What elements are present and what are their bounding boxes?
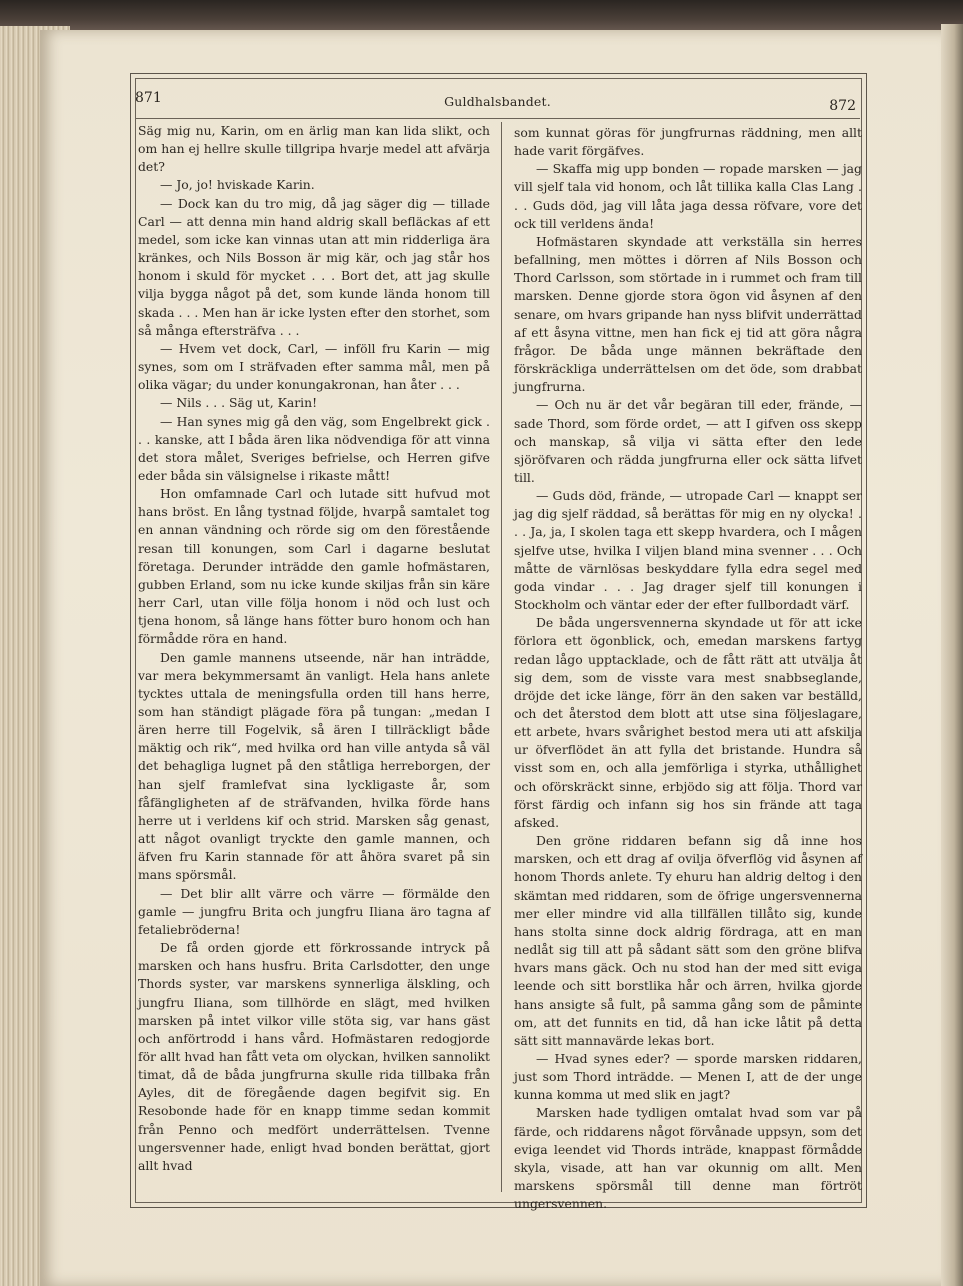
paragraph: — Nils . . . Säg ut, Karin! <box>160 395 318 411</box>
paragraph: — Hvad synes eder? — sporde marsken riddaren, just som Thord inträdde. — Menen I, att de der unge kunna komma ut med slik en jagt? <box>514 1050 862 1103</box>
paragraph: Marsken hade tydligen omtalat hvad som var på färde, och riddarens något förvånade uppsyn, som det eviga leendet vid Thords inträde, knappast förmådde skyla, visade, att han var okunnig om allt. Men marskens spörsmål till denne man förtröt ungersvennen. <box>514 1105 862 1212</box>
page-number-left: 871 <box>135 90 162 106</box>
paragraph: Hofmästaren skyndade att verkställa sin herres befallning, men möttes i dörren af Nils Bosson och Thord Carlsson, som störtade in i rummet och fram till marsken. Denne gjorde stora ögon vid åsynen af den senare, om hvars gripande han nyss blifvit underrättad af ett åsyna vittne, men han fick ej tid att göra några frågor. De båda unge männen bekräftade den förskräckliga underrättelsen om det öde, som drabbat jungfrurna. <box>514 233 862 395</box>
paragraph: — Och nu är det vår begäran till eder, frände, — sade Thord, som förde ordet, — att I gifven oss skepp och manskap, så vilja vi sätta efter den lede sjöröfvaren och rädda jungfrurna eller ock sätta lifvet till. <box>514 397 862 485</box>
paragraph: — Dock kan du tro mig, då jag säger dig — tillade Carl — att denna min hand aldrig skall befläckas af ett medel, som icke kan vinnas utan att min ridderliga ära kränkes, och Nils Bosson är mig kär, och jag står hos honom i skuld för mycket . . . Bort det, att jag skulle vilja bygga något på det, som kunde lända honom till skada . . . Men han är icke lysten efter den storhet, som så många eftersträfva . . . <box>138 195 490 338</box>
paragraph: — Guds död, frände, — utropade Carl — knappt ser jag dig sjelf räddad, så berättas för mig en ny olycka! . . . Ja, ja, I skolen taga ett skepp hvardera, och I mågen sjelfve utse, hvilka I viljen bland mina svenner . . . Och måtte de värnlösas beskyddare fylla edra segel med goda vindar . . . Jag drager sjelf till konungen i Stockholm och väntar eder der efter fullbordadt värf. <box>514 488 862 613</box>
page-right-edge <box>941 24 963 1286</box>
running-title: Guldhalsbandet. <box>444 94 551 109</box>
column-divider <box>501 122 502 1192</box>
paragraph: Säg mig nu, Karin, om en ärlig man kan lida slikt, och om han ej hellre skulle tillgripa hvarje medel att afvärja det? <box>138 123 490 175</box>
paragraph: — Hvem vet dock, Carl, — inföll fru Karin — mig synes, som om I sträfvaden efter samma mål, men på olika vägar; du under konungakronan, han åter . . . <box>138 340 490 393</box>
paragraph: — Det blir allt värre och värre — förmälde den gamle — jungfru Brita och jungfru Iliana äro tagna af fetaliebröderna! <box>138 885 490 937</box>
paragraph: som kunnat göras för jungfrurnas räddning, men allt hade varit förgäfves. <box>514 125 862 159</box>
text-column-right <box>514 124 862 1213</box>
page-number-right: 872 <box>829 98 856 114</box>
paragraph: De få orden gjorde ett förkrossande intryck på marsken och hans husfru. Brita Carlsdotter, den unge Thords syster, var marskens synnerliga älskling, och jungfru Iliana, som tillhörde en slägt, med hvilken marsken på intet vilkor ville stöta sig, var hans gäst och anförtrodd i hans vård. Hofmästaren redogjorde för allt hvad han fått veta om olyckan, hvilken sannolikt timat, då de båda jungfrurna skulle rida tillbaka från Ayles, dit de föregående dagen begifvit sig. En Resobonde hade för en knapp timme sedan kommit från Penno och medfört underrättelsen. Tvenne ungersvenner hade, enligt hvad bonden berättat, gjort allt hvad <box>138 940 490 1173</box>
paragraph: Hon omfamnade Carl och lutade sitt hufvud mot hans bröst. En lång tystnad följde, hvarpå samtalet tog en annan vändning och rörde sig om den förestående resan till konungen, som Carl i dagarne beslutat företaga. Derunder inträdde den gamle hofmästaren, gubben Erland, som nu icke kunde skiljas från sin käre herr Carl, utan ville följa honom i nöd och lust och tjena honom, så länge hans fötter buro honom och han förmådde röra en hand. <box>138 486 490 647</box>
paragraph: — Han synes mig gå den väg, som Engelbrekt gick . . . kanske, att I båda ären lika nödvendiga för att vinna det stora målet, Sveriges befrielse, och Herren gifve eder båda sin välsignelse i rikaste mått! <box>138 413 490 483</box>
paragraph: De båda ungersvennerna skyndade ut för att icke förlora ett ögonblick, och, emedan marskens fartyg redan lågo upptacklade, och de fått rätt att utvälja åt sig dem, som de visste vara mest snabbseglande, dröjde det icke länge, förr än den saken var beställd, och det återstod dem blott att utse sina följeslagare, ett arbete, hvars svårighet bestod mera uti att afskilja ur öfverflödet än att fylla det bristande. Hundra så visst som en, och alla jemförliga i styrka, uthållighet och oförskräckt sinne, erbjödo sig att följa. Thord var först färdig och infann sig hos sin frände att taga afsked. <box>514 615 862 830</box>
background-top <box>0 0 963 32</box>
text-column-left <box>138 122 490 1175</box>
paragraph: Den gröne riddaren befann sig då inne hos marsken, och ett drag af ovilja öfverflög vid åsynen af honom Thords anlete. Ty ehuru han aldrig deltog i den skämtan med riddaren, som de öfrige ungersvennerna mer eller mindre vid alla tillfällen tillåto sig, kunde hans stolta sinne dock aldrig fördraga, att en man nedlåt sig till att på sådant sätt som den gröne blifva hvars mans gäck. Och nu stod han der med sitt eviga leende och sitt borstlika hår och ärren, hvilka gjorde hans ansigte så fult, på samma gång som de påminte om, att det funnits en tid, då han icke låtit på detta sätt sitt mannavärde lekas bort. <box>514 833 862 1048</box>
paragraph: Den gamle mannens utseende, när han inträdde, var mera bekymmersamt än vanligt. Hela hans anlete tycktes uttala de meningsfulla orden till hans herre, som han ständigt plägade föra på tungan: „medan I ären herre till Fogelvik, så ären I tillräckligt både mäktig och rik“, med hvilka ord han ville antyda så väl det behagliga lugnet på den ståtliga herreborgen, der han sjelf framlefvat sina lyckligaste år, som fåfängligheten af de sträfvanden, hvilka förde hans herre ut i verldens kif och strid. Marsken såg genast, att något ovanligt tryckte den gamle mannen, och äfven fru Karin stannade för att åhöra svaret på sin mans spörsmål. <box>138 649 490 883</box>
paragraph: — Jo, jo! hviskade Karin. <box>160 177 315 193</box>
page-header <box>135 90 860 118</box>
header-rule <box>135 118 860 119</box>
paragraph: — Skaffa mig upp bonden — ropade marsken — jag vill sjelf tala vid honom, och låt tillika kalla Clas Lang . . . Guds död, jag vill låta jaga dessa röfvare, vore det ock till verldens ända! <box>514 161 862 231</box>
